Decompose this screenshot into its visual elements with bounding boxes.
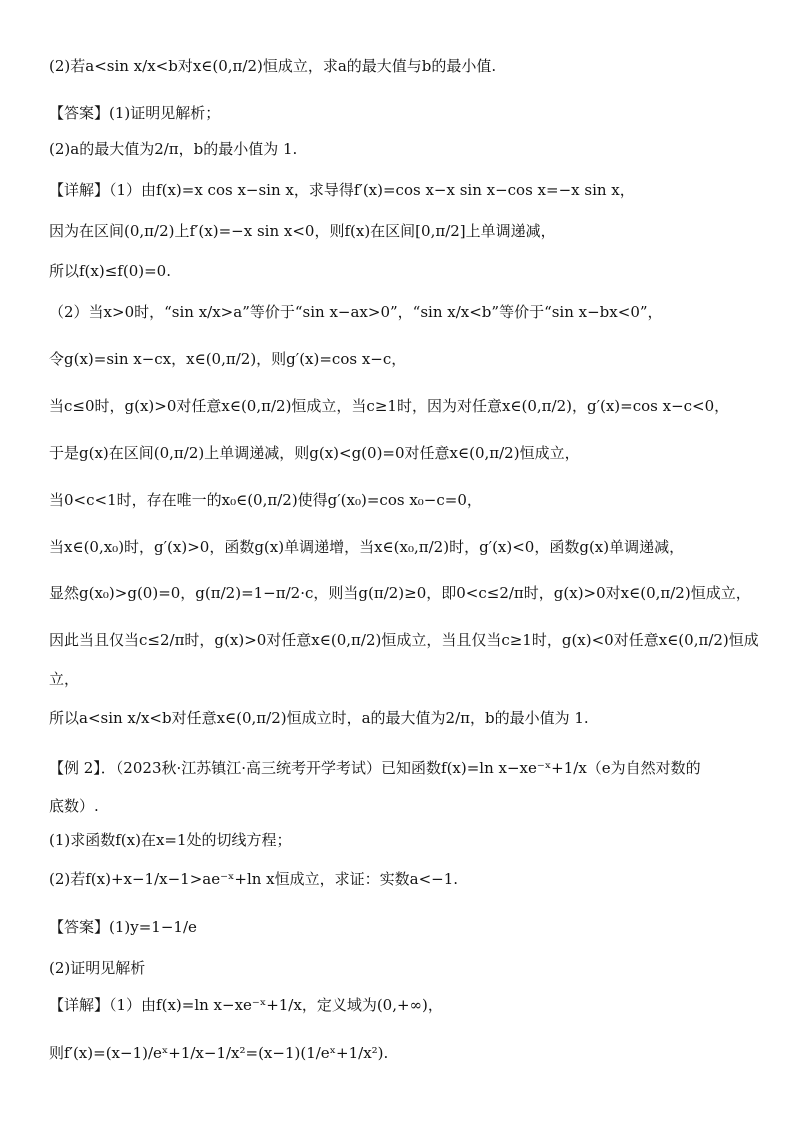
text-line: 因为在区间(0,π/2)上f′(x)=−x sin x<0，则f(x)在区间[0,π/2]上单调递减， — [49, 222, 556, 240]
text-line: (2)若a<sin x/x<b对x∈(0,π/2)恒成立，求a的最大值与b的最小值. — [49, 57, 497, 75]
text-line: 【详解】（1）由f(x)=ln x−xe⁻ˣ+1/x，定义域为(0,+∞)， — [49, 996, 443, 1014]
text-line: 于是g(x)在区间(0,π/2)上单调递减，则g(x)<g(0)=0对任意x∈(0,π/2)恒成立， — [49, 444, 580, 462]
text-line: 【详解】（1）由f(x)=x cos x−sin x，求导得f′(x)=cos x−x sin x−cos x=−x sin x， — [49, 181, 635, 199]
text-line: 所以f(x)≤f(0)=0. — [49, 262, 171, 280]
text-line: 底数）. — [49, 797, 99, 815]
text-line: (2)证明见解析 — [49, 959, 146, 977]
text-line: 当0<c<1时，存在唯一的x₀∈(0,π/2)使得g′(x₀)=cos x₀−c=0， — [49, 491, 482, 509]
text-line: (1)求函数f(x)在x=1处的切线方程； — [49, 831, 292, 849]
text-line: (2)若f(x)+x−1/x−1>ae⁻ˣ+ln x恒成立，求证：实数a<−1. — [49, 870, 459, 888]
text-line: 所以a<sin x/x<b对任意x∈(0,π/2)恒成立时，a的最大值为2/π，b的最小值为 1. — [49, 709, 589, 727]
text-line: 当x∈(0,x₀)时，g′(x)>0，函数g(x)单调递增，当x∈(x₀,π/2)时，g′(x)<0，函数g(x)单调递减， — [49, 538, 685, 556]
text-line: 令g(x)=sin x−cx，x∈(0,π/2)，则g′(x)=cos x−c， — [49, 350, 407, 368]
text-line: 则f′(x)=(x−1)/eˣ+1/x−1/x²=(x−1)(1/eˣ+1/x²). — [49, 1044, 389, 1062]
text-line: 【例 2】．（2023秋·江苏镇江·高三统考开学考试）已知函数f(x)=ln x−xe⁻ˣ+1/x（e为自然对数的 — [49, 759, 701, 777]
text-line: 当c≤0时，g(x)>0对任意x∈(0,π/2)恒成立，当c≥1时，因为对任意x∈(0,π/2)，g′(x)=cos x−c<0， — [49, 397, 730, 415]
text-line: 显然g(x₀)>g(0)=0，g(π/2)=1−π/2·c，则当g(π/2)≥0，即0<c≤2/π时，g(x)>0对x∈(0,π/2)恒成立， — [49, 584, 751, 602]
text-line: 立， — [49, 670, 80, 688]
text-line: （2）当x>0时，“sin x/x>a”等价于“sin x−ax>0”，“sin x/x<b”等价于“sin x−bx<0”， — [49, 303, 663, 321]
text-line: 【答案】(1)证明见解析； — [49, 104, 221, 122]
text-line: 因此当且仅当c≤2/π时，g(x)>0对任意x∈(0,π/2)恒成立，当且仅当c≥1时，g(x)<0对任意x∈(0,π/2)恒成 — [49, 631, 759, 649]
text-line: 【答案】(1)y=1−1/e — [49, 918, 197, 936]
text-line: (2)a的最大值为2/π，b的最小值为 1. — [49, 140, 298, 158]
